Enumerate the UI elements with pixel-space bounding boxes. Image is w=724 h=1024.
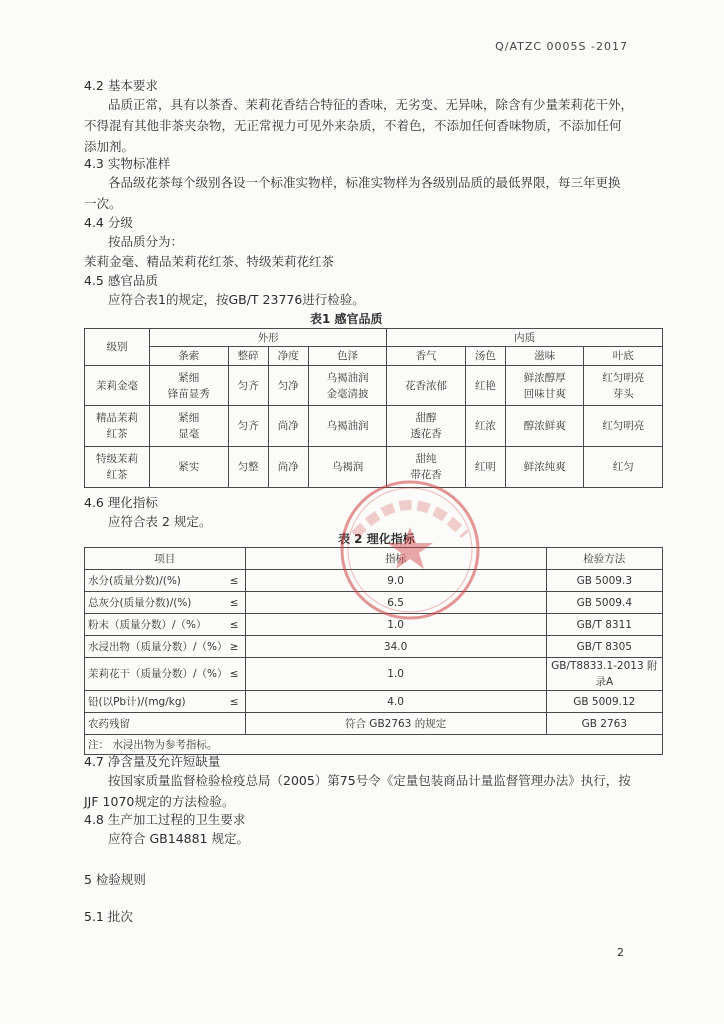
t2-method: GB/T 8311 — [546, 614, 662, 636]
t1-cell: 匀齐 — [228, 406, 268, 447]
t2-value: 1.0 — [245, 614, 546, 636]
s43-line1: 各品级花茶每个级别各设一个标准实物样，标准实物样为各级别品质的最低界限，每三年更换 — [108, 175, 621, 190]
t2-operator — [228, 713, 245, 735]
t2-method: GB/T 8305 — [546, 636, 662, 658]
t1-cell: 鲜浓纯爽 — [505, 447, 584, 488]
t1-cell: 红匀明亮 芽头 — [584, 365, 663, 406]
t2-item: 粉末（质量分数）/（%） — [85, 614, 229, 636]
t2-note: 注： 水浸出物为参考指标。 — [85, 735, 663, 755]
t2-item: 水浸出物（质量分数）/（%） — [85, 636, 229, 658]
t2-operator: ≤ — [228, 658, 245, 691]
t1-cell: 紧细 显毫 — [150, 406, 229, 447]
t2-operator: ≤ — [228, 592, 245, 614]
t1-cell: 匀净 — [268, 365, 308, 406]
t1-header-grade: 级别 — [85, 329, 150, 366]
table-row — [85, 691, 663, 713]
t1-cell: 乌褐油润 金毫清披 — [308, 365, 387, 406]
t1-cell: 红艳 — [465, 365, 505, 406]
s48-line1: 应符合 GB14881 规定。 — [108, 831, 249, 846]
t2-value: 34.0 — [245, 636, 546, 658]
t1-cell: 匀齐 — [228, 365, 268, 406]
table1-caption: 表1 感官品质 — [310, 312, 383, 326]
section-4-6-title: 4.6 理化指标 — [84, 495, 158, 510]
t1-cell: 甜纯 带花香 — [387, 447, 466, 488]
s45-line1: 应符合表1的规定，按GB/T 23776进行检验。 — [108, 292, 365, 307]
t1-cell: 尚净 — [268, 447, 308, 488]
t2-header-item: 项目 — [85, 548, 246, 570]
s47-line1: 按国家质量监督检验检疫总局（2005）第75号令《定量包装商品计量监督管理办法》执行，按 — [108, 773, 631, 788]
t1-cell: 红浓 — [465, 406, 505, 447]
document-code: Q/ATZC 0005S -2017 — [495, 40, 628, 53]
section-4-4-title: 4.4 分级 — [84, 215, 133, 230]
t2-value: 1.0 — [245, 658, 546, 691]
t2-method: GB 2763 — [546, 713, 662, 735]
t1-cell: 红匀 — [584, 447, 663, 488]
section-5-title: 5 检验规则 — [84, 872, 146, 887]
section-4-3-title: 4.3 实物标准样 — [84, 156, 171, 171]
t2-operator: ≤ — [228, 614, 245, 636]
t1-cell: 紧细 锋苗显秀 — [150, 365, 229, 406]
t2-item: 铅(以Pb计)/(mg/kg) — [85, 691, 229, 713]
t2-item: 水分(质量分数)/(%) — [85, 570, 229, 592]
t2-method: GB 5009.4 — [546, 592, 662, 614]
t2-header-value: 指标 — [245, 548, 546, 570]
table-row — [85, 658, 663, 691]
t1-cell: 乌褐油润 — [308, 406, 387, 447]
s42-line3: 添加剂。 — [84, 139, 135, 154]
t1-cell: 精品茉莉 红茶 — [85, 406, 150, 447]
t2-item: 农药残留 — [85, 713, 229, 735]
t1-cell: 紧实 — [150, 447, 229, 488]
table-row — [85, 713, 663, 735]
t1-col-header: 色泽 — [308, 347, 387, 365]
table-row — [85, 365, 663, 406]
t1-cell: 醇浓鲜爽 — [505, 406, 584, 447]
s46-line1: 应符合表 2 规定。 — [108, 514, 212, 529]
t1-cell: 甜醇 透花香 — [387, 406, 466, 447]
t1-col-header: 条索 — [150, 347, 229, 365]
t2-operator: ≤ — [228, 570, 245, 592]
t1-header-appearance: 外形 — [150, 329, 387, 347]
s44-line2: 茉莉金毫、精品茉莉花红茶、特级茉莉花红茶 — [84, 254, 335, 269]
t1-cell: 鲜浓醇厚 回味甘爽 — [505, 365, 584, 406]
t1-col-header: 整碎 — [228, 347, 268, 365]
t1-col-header: 叶底 — [584, 347, 663, 365]
t1-header-inner: 内质 — [387, 329, 663, 347]
t2-value: 9.0 — [245, 570, 546, 592]
s42-line2: 不得混有其他非茶夹杂物，无正常视力可见外来杂质，不着色，不添加任何香味物质，不添加任何 — [84, 118, 622, 133]
section-4-7-title: 4.7 净含量及允许短缺量 — [84, 754, 221, 769]
t1-col-header: 香气 — [387, 347, 466, 365]
table-row — [85, 406, 663, 447]
t2-operator: ≥ — [228, 636, 245, 658]
t1-col-header: 滋味 — [505, 347, 584, 365]
t1-col-header: 净度 — [268, 347, 308, 365]
section-5-1-title: 5.1 批次 — [84, 909, 133, 924]
t1-col-header: 汤色 — [465, 347, 505, 365]
t2-method: GB 5009.12 — [546, 691, 662, 713]
section-4-8-title: 4.8 生产加工过程的卫生要求 — [84, 812, 246, 827]
t2-value: 4.0 — [245, 691, 546, 713]
s47-line2: JJF 1070规定的方法检验。 — [84, 794, 235, 809]
section-4-5-title: 4.5 感官品质 — [84, 273, 158, 288]
table2-caption: 表 2 理化指标 — [338, 532, 415, 546]
page-number: 2 — [617, 946, 624, 959]
s42-line1: 品质正常，具有以茶香、茉莉花香结合特征的香味，无劣变、无异味，除含有少量茉莉花干外， — [108, 97, 634, 112]
company-seal-stamp — [335, 475, 485, 625]
t1-cell: 红明 — [465, 447, 505, 488]
s44-line1: 按品质分为： — [108, 234, 184, 249]
section-4-2-title: 4.2 基本要求 — [84, 78, 158, 93]
t1-cell: 特级茉莉 红茶 — [85, 447, 150, 488]
t1-cell: 茉莉金毫 — [85, 365, 150, 406]
t2-method: GB 5009.3 — [546, 570, 662, 592]
s43-line2: 一次。 — [84, 196, 122, 211]
t2-item: 茉莉花干（质量分数）/（%） — [85, 658, 229, 691]
t2-item: 总灰分(质量分数)/(%) — [85, 592, 229, 614]
sensory-quality-table — [84, 328, 663, 488]
t2-method: GB/T8833.1-2013 附录A — [546, 658, 662, 691]
t1-cell: 花香浓郁 — [387, 365, 466, 406]
t2-value: 符合 GB2763 的规定 — [245, 713, 546, 735]
t1-cell: 红匀明亮 — [584, 406, 663, 447]
t1-cell: 乌褐润 — [308, 447, 387, 488]
t2-header-method: 检验方法 — [546, 548, 662, 570]
t1-cell: 尚净 — [268, 406, 308, 447]
t2-operator: ≤ — [228, 691, 245, 713]
t1-cell: 匀整 — [228, 447, 268, 488]
table-row — [85, 636, 663, 658]
t2-value: 6.5 — [245, 592, 546, 614]
